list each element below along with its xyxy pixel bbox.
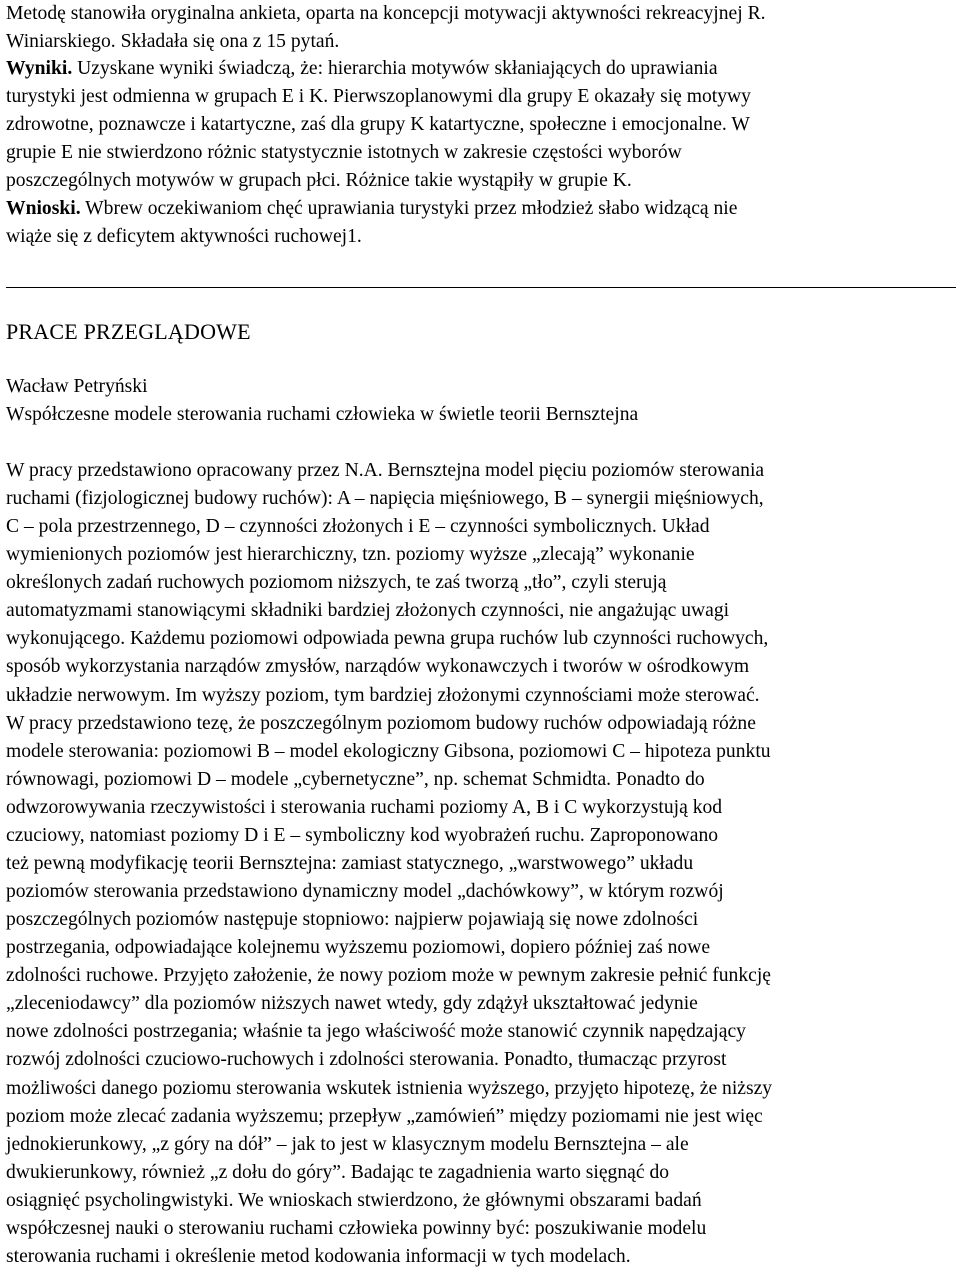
- body-line: dwukierunkowy, również „z dołu do góry”. Badając te zagadnienia warto sięgnąć do: [6, 1161, 670, 1183]
- text-line: [6, 195, 737, 223]
- body-line: poszczególnych poziomów następuje stopniowo: najpierw pojawiają się nowe zdolności: [6, 909, 699, 931]
- body-line: rozwój zdolności czuciowo-ruchowych i zdolności sterowania. Ponadto, tłumacząc przyrost: [6, 1049, 727, 1071]
- body-line: wymienionych poziomów jest hierarchiczny, tzn. poziomy wyższe „zlecają” wykonanie: [6, 544, 695, 566]
- body-line: sposób wykorzystania narządów zmysłów, narządów wykonawczych i tworów w ośrodkowym: [6, 656, 750, 678]
- body-line: odwzorowywania rzeczywistości i sterowania ruchami poziomy A, B i C wykorzystują kod: [6, 796, 723, 818]
- text-line: wiąże się z deficytem aktywności ruchowej1.: [6, 226, 362, 247]
- body-line: nowe zdolności postrzegania; właśnie ta jego właściwość może stanowić czynnik napędzający: [6, 1021, 746, 1043]
- body-line: modele sterowania: poziomowi B – model ekologiczny Gibsona, poziomowi C – hipoteza punktu: [6, 740, 771, 762]
- body-line: układzie nerwowym. Im wyższy poziom, tym bardziej złożonymi czynnościami może sterować.: [6, 684, 760, 706]
- section-divider: [6, 287, 956, 288]
- text-line: Metodę stanowiła oryginalna ankieta, oparta na koncepcji motywacji aktywności rekreacyjnej R.: [6, 3, 766, 24]
- text-line: poszczególnych motywów w grupach płci. Różnice takie wystąpiły w grupie K.: [6, 170, 632, 191]
- article-author: Wacław Petryński: [6, 376, 148, 397]
- text-line: zdrowotne, poznawcze i katartyczne, zaś dla grupy K katartyczne, społeczne i emocjonalne. W: [6, 114, 750, 135]
- body-line: C – pola przestrzennego, D – czynności złożonych i E – czynności symbolicznych. Układ: [6, 516, 710, 538]
- body-line: „zleceniodawcy” dla poziomów niższych nawet wtedy, gdy zdążył ukształtować jedynie: [6, 993, 698, 1015]
- body-line: równowagi, poziomowi D – modele „cybernetyczne”, np. schemat Schmidta. Ponadto do: [6, 768, 705, 790]
- text-line: Winiarskiego. Składała się ona z 15 pytań.: [6, 31, 340, 52]
- body-line: W pracy przedstawiono tezę, że poszczególnym poziomom budowy ruchów odpowiadają różne: [6, 712, 756, 734]
- body-line: określonych zadań ruchowych poziomom niższych, te zaś tworzą „tło”, czyli sterują: [6, 572, 667, 594]
- body-line: jednokierunkowy, „z góry na dół” – jak to jest w klasycznym modelu Bernsztejna – ale: [6, 1133, 689, 1155]
- body-line: możliwości danego poziomu sterowania wskutek istnienia wyższego, przyjęto hipotezę, że niższy: [6, 1077, 773, 1099]
- results-label: Wyniki.: [6, 58, 73, 79]
- results-text: Uzyskane wyniki świadczą, że: hierarchia motywów skłaniających do uprawiania: [72, 58, 718, 79]
- text-line: grupie E nie stwierdzono różnic statystycznie istotnych w zakresie częstości wyborów: [6, 142, 682, 163]
- section-heading: PRACE PRZEGLĄDOWE: [6, 319, 251, 344]
- body-line: zdolności ruchowe. Przyjęto założenie, że nowy poziom może w pewnym zakresie pełnić funkcję: [6, 965, 771, 987]
- body-line: poziom może zlecać zadania wyższemu; przepływ „zamówień” między poziomami nie jest więc: [6, 1105, 763, 1127]
- body-line: osiągnięć psycholingwistyki. We wnioskach stwierdzono, że głównymi obszarami badań: [6, 1189, 702, 1211]
- article-title: Współczesne modele sterowania ruchami człowieka w świetle teorii Bernsztejna: [6, 404, 639, 425]
- text-line: [6, 55, 718, 83]
- body-line: czuciowy, natomiast poziomy D i E – symboliczny kod wyobrażeń ruchu. Zaproponowano: [6, 824, 719, 846]
- body-line: współczesnej nauki o sterowaniu ruchami człowieka powinny być: poszukiwanie modelu: [6, 1217, 707, 1239]
- body-line: poziomów sterowania przedstawiono dynamiczny model „dachówkowy”, w którym rozwój: [6, 881, 724, 903]
- conclusions-text: Wbrew oczekiwaniom chęć uprawiania turystyki przez młodzież słabo widzącą nie: [80, 198, 738, 219]
- body-line: automatyzmami stanowiącymi składniki bardziej złożonych czynności, nie angażując uwagi: [6, 600, 730, 622]
- body-line: też pewną modyfikację teorii Bernsztejna: zamiast statycznego, „warstwowego” układu: [6, 852, 694, 874]
- text-line: turystyki jest odmienna w grupach E i K. Pierwszoplanowymi dla grupy E okazały się motywy: [6, 86, 751, 107]
- body-line: ruchami (fizjologicznej budowy ruchów): A – napięcia mięśniowego, B – synergii mięśniowych,: [6, 488, 764, 510]
- body-line: sterowania ruchami i określenie metod kodowania informacji w tych modelach.: [6, 1245, 631, 1267]
- conclusions-label: Wnioski.: [6, 198, 81, 219]
- body-line: wykonującego. Każdemu poziomowi odpowiada pewna grupa ruchów lub czynności ruchowych,: [6, 628, 769, 650]
- body-line: W pracy przedstawiono opracowany przez N.A. Bernsztejna model pięciu poziomów sterowania: [6, 460, 765, 481]
- body-line: postrzegania, odpowiadające kolejnemu wyższemu poziomowi, dopiero później zaś nowe: [6, 937, 711, 959]
